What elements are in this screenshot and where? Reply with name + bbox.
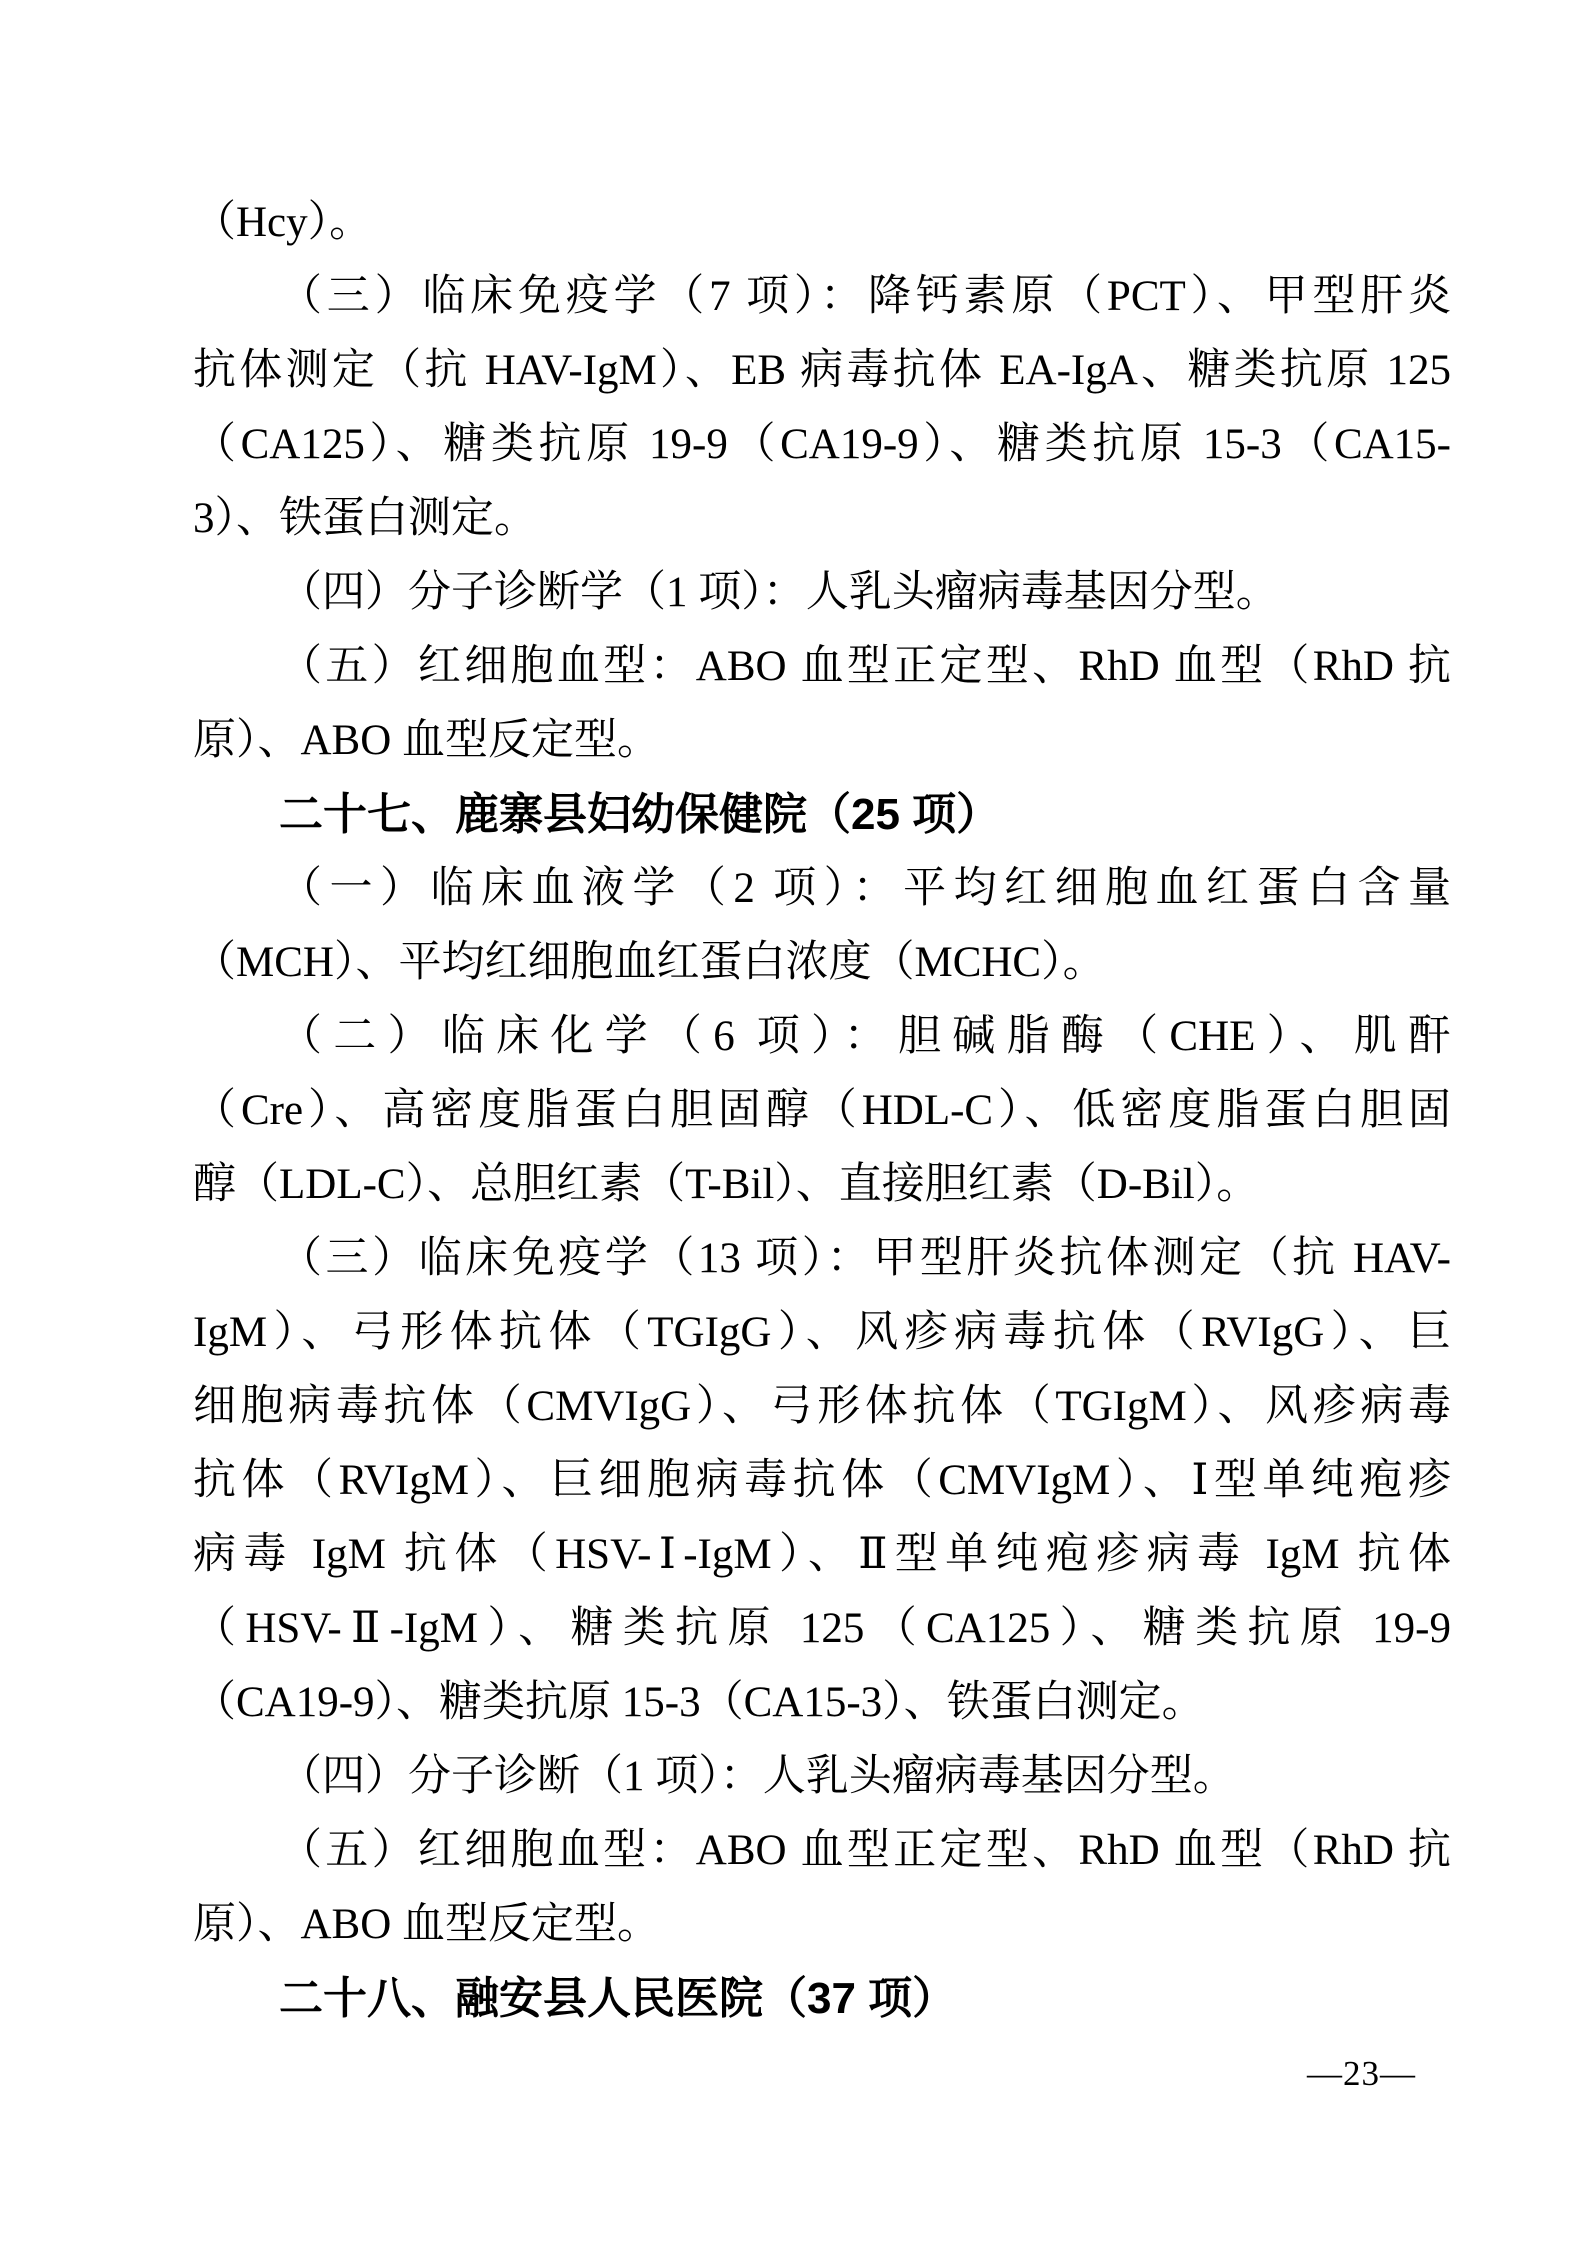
text-line: 3）、铁蛋白测定。 xyxy=(193,495,537,542)
text-line: （五）红细胞血型：ABO 血型正定型、RhD 血型（RhD 抗 xyxy=(279,1827,1451,1874)
text-line: 抗体（RVIgM）、巨细胞病毒抗体（CMVIgM）、Ⅰ型单纯疱疹 xyxy=(193,1457,1451,1504)
text-line: 病毒 IgM 抗体（HSV-Ⅰ-IgM）、Ⅱ型单纯疱疹病毒 IgM 抗体 xyxy=(193,1531,1451,1578)
text-line: （三）临床免疫学（13 项）：甲型肝炎抗体测定（抗 HAV- xyxy=(279,1235,1451,1282)
page-number: —23— xyxy=(1307,2054,1416,2093)
text-line: （HSV-Ⅱ-IgM）、糖类抗原 125（CA125）、糖类抗原 19-9 xyxy=(193,1605,1451,1652)
text-line: （五）红细胞血型：ABO 血型正定型、RhD 血型（RhD 抗 xyxy=(279,643,1451,690)
section-heading: 二十七、鹿寨县妇幼保健院（25 项） xyxy=(279,790,1001,839)
text-line: （一）临床血液学（2 项）：平均红细胞血红蛋白含量 xyxy=(279,865,1451,912)
text-line: （CA125）、糖类抗原 19-9（CA19-9）、糖类抗原 15-3（CA15- xyxy=(193,421,1451,468)
text-line: （Hcy）。 xyxy=(193,199,373,246)
text-line: （三）临床免疫学（7 项）：降钙素原（PCT）、甲型肝炎 xyxy=(279,273,1451,320)
section-heading: 二十八、融安县人民医院（37 项） xyxy=(279,1974,957,2023)
text-line: 原）、ABO 血型反定型。 xyxy=(193,1901,661,1948)
text-line: 细胞病毒抗体（CMVIgG）、弓形体抗体（TGIgM）、风疹病毒 xyxy=(193,1383,1451,1430)
text-line: （四）分子诊断学（1 项）：人乳头瘤病毒基因分型。 xyxy=(279,569,1279,616)
text-line: （CA19-9）、糖类抗原 15-3（CA15-3）、铁蛋白测定。 xyxy=(193,1679,1205,1726)
document-body xyxy=(193,186,1451,2036)
text-line: 醇（LDL-C）、总胆红素（T-Bil）、直接胆红素（D-Bil）。 xyxy=(193,1161,1260,1208)
text-line: 抗体测定（抗 HAV-IgM）、EB 病毒抗体 EA-IgA、糖类抗原 125 xyxy=(193,347,1451,394)
text-line: 原）、ABO 血型反定型。 xyxy=(193,717,661,764)
text-line: IgM）、弓形体抗体（TGIgG）、风疹病毒抗体（RVIgG）、巨 xyxy=(193,1309,1451,1356)
text-line: （MCH）、平均红细胞血红蛋白浓度（MCHC）。 xyxy=(193,939,1106,986)
text-line: （二）临床化学（6 项）：胆碱脂酶（CHE）、肌酐 xyxy=(279,1013,1451,1060)
text-line: （四）分子诊断（1 项）：人乳头瘤病毒基因分型。 xyxy=(279,1753,1236,1800)
text-line: （Cre）、高密度脂蛋白胆固醇（HDL-C）、低密度脂蛋白胆固 xyxy=(193,1087,1451,1134)
